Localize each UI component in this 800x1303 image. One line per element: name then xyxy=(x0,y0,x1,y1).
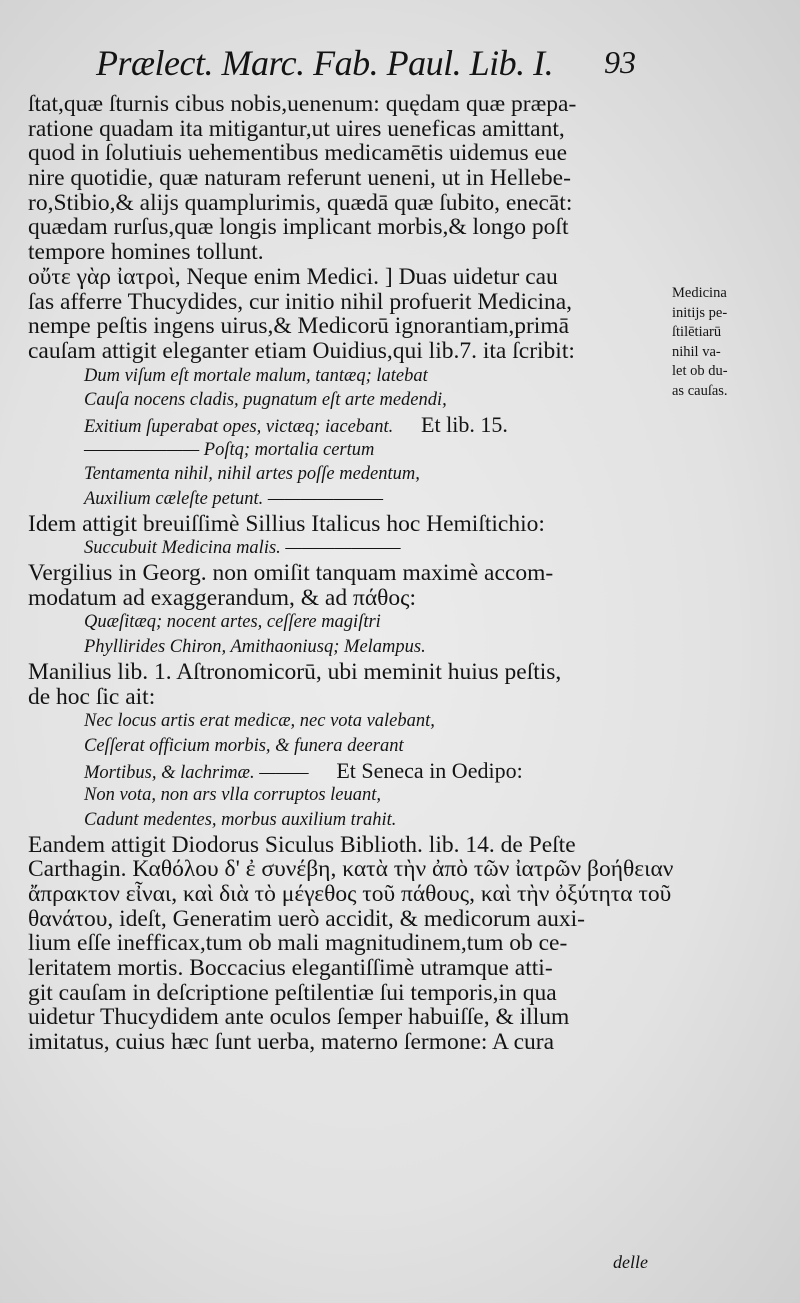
text-line xyxy=(28,141,668,166)
line-text: Idem attigit breuiſſimè Sillius Italicus hoc Hemiſtichio: xyxy=(28,510,545,537)
verse-line xyxy=(28,413,668,438)
text-line xyxy=(28,215,668,240)
line-text: Ceſſerat officium morbis, & funera deerant xyxy=(84,735,404,756)
line-text: Auxilium cæleſte petunt. ——————— xyxy=(84,489,384,509)
text-line xyxy=(28,561,668,586)
text-line xyxy=(28,856,674,883)
verse-line xyxy=(28,759,668,784)
line-text: imitatus, cuius hæc ſunt uerba, materno ſermone: A cura xyxy=(28,1029,555,1056)
line-text: θανάτου, ideſt, Generatim uerò accidit, & medicorum auxi- xyxy=(28,905,586,932)
line-text: lium eſſe inefficax,tum ob mali magnitudinem,tum ob ce- xyxy=(28,930,568,957)
text-line xyxy=(28,981,668,1006)
verse-line xyxy=(28,808,668,833)
line-text: Eandem attigit Diodorus Siculus Biblioth. lib. 14. de Peſte xyxy=(28,831,576,858)
verse-line xyxy=(28,610,668,635)
verse-line xyxy=(28,635,668,660)
verse-line xyxy=(28,487,668,512)
text-line xyxy=(28,907,668,932)
line-text: ——————— Poſtq; mortalia certum xyxy=(84,439,375,460)
catchword: delle xyxy=(613,1252,648,1272)
line-text: ſtat,quæ ſturnis cibus nobis,uenenum: quędam quæ præpa- xyxy=(28,91,577,117)
line-text: cauſam attigit eleganter etiam Ouidius,qui lib.7. ita ſcribit: xyxy=(28,337,575,364)
inline-citation: Et lib. 15. xyxy=(421,411,508,437)
text-line xyxy=(28,881,672,907)
verse-line xyxy=(28,462,668,487)
line-text: ratione quadam ita mitigantur,ut uires ueneficas amittant, xyxy=(28,115,565,142)
text-line xyxy=(28,956,668,981)
text-line xyxy=(28,117,668,142)
marginal-note-line: Medicina xyxy=(672,285,727,301)
marginal-note xyxy=(672,284,782,401)
text-line xyxy=(28,586,668,611)
line-text: de hoc ſic ait: xyxy=(28,683,156,710)
text-line xyxy=(28,685,668,710)
line-text: Cadunt medentes, morbus auxilium trahit. xyxy=(84,809,397,830)
line-text: Succubuit Medicina malis. ——————— xyxy=(84,538,401,559)
verse-line xyxy=(28,783,668,808)
text-line xyxy=(28,339,668,364)
line-text: quædam rurſus,quæ longis implicant morbis,& longo poſt xyxy=(28,214,569,241)
line-text: Non vota, non ars vlla corruptos leuant, xyxy=(84,785,382,806)
line-text: ro,Stibio,& alijs quamplurimis, quædā quæ ſubito, enecāt: xyxy=(28,189,573,216)
page-number: 93 xyxy=(604,44,636,80)
line-text: nempe peſtis ingens uirus,& Medicorū ignorantiam,primā xyxy=(28,313,570,340)
line-text: Mortibus, & lachrimæ. ——— xyxy=(84,762,309,783)
text-line xyxy=(28,1005,668,1030)
line-text: uidetur Thucydidem ante oculos ſemper habuiſſe, & illum xyxy=(28,1004,570,1031)
text-line xyxy=(28,240,668,265)
running-title: Prælect. Marc. Fab. Paul. Lib. I. xyxy=(96,43,554,83)
text-line xyxy=(28,314,668,339)
text-line xyxy=(28,92,668,117)
line-text: tempore homines tollunt. xyxy=(28,239,264,266)
text-line xyxy=(28,833,668,858)
marginal-note-line: initijs pe- xyxy=(672,304,728,321)
page-header xyxy=(96,42,636,86)
text-line xyxy=(28,660,668,685)
verse-line xyxy=(28,709,668,734)
verse-line xyxy=(28,438,668,463)
marginal-note-line: as cauſas. xyxy=(672,382,728,399)
line-text: modatum ad exaggerandum, & ad πάθος: xyxy=(28,584,417,611)
line-text: Cauſa nocens cladis, pugnatum eſt arte medendi, xyxy=(84,390,447,411)
main-text-block xyxy=(28,91,674,1056)
line-text: Quæſitæq; nocent artes, ceſſere magiſtri xyxy=(84,612,381,633)
marginal-note-line: ſtilētiarū xyxy=(672,324,722,340)
verse-line xyxy=(28,734,668,759)
line-text: Tentamenta nihil, nihil artes poſſe medentum, xyxy=(84,464,420,485)
verse-line xyxy=(28,536,668,561)
line-text: Phyllirides Chiron, Amithaoniusq; Melampus. xyxy=(84,637,426,658)
text-line xyxy=(28,166,668,191)
verse-line xyxy=(28,388,668,413)
line-text: οὔτε γὰρ ἰατροὶ, Neque enim Medici. ] Duas uidetur cau xyxy=(28,263,558,290)
inline-citation: Et Seneca in Oedipo: xyxy=(336,757,523,783)
text-line xyxy=(28,512,668,537)
line-text: git cauſam in deſcriptione peſtilentiæ ſui temporis,in qua xyxy=(28,979,557,1006)
text-line xyxy=(28,931,668,956)
line-text: Nec locus artis erat medicæ, nec vota valebant, xyxy=(84,711,435,732)
verse-line xyxy=(28,364,668,389)
line-text: ἄπρακτον εἶναι, καὶ διὰ τὸ μέγεθος τοῦ πάθους, καὶ τὴν ὀξύτητα τοῦ xyxy=(28,881,672,907)
line-text: ſas afferre Thucydides, cur initio nihil profuerit Medicina, xyxy=(28,288,573,315)
marginal-note-line: nihil va- xyxy=(672,343,721,360)
line-text: Dum viſum eſt mortale malum, tantæq; latebat xyxy=(84,365,428,386)
text-line xyxy=(28,290,668,315)
line-text: Carthagin. Καθόλου δ' ἐ συνέβη, κατὰ τὴν ἀπὸ τῶν ἰατρῶν βοήθειαν xyxy=(28,856,674,883)
text-line xyxy=(28,191,668,216)
line-text: Vergilius in Georg. non omiſit tanquam maximè accom- xyxy=(28,560,554,587)
line-text: nire quotidie, quæ naturam referunt ueneni, ut in Hellebe- xyxy=(28,165,571,192)
marginal-note-line: let ob du- xyxy=(672,363,728,379)
line-text: leritatem mortis. Boccacius elegantiſſimè utramque atti- xyxy=(28,955,553,982)
line-text: quod in ſolutiuis uehementibus medicamētis uidemus eue xyxy=(28,140,568,167)
line-text: Manilius lib. 1. Aſtronomicorū, ubi meminit huius peſtis, xyxy=(28,658,562,685)
line-text: Exitium ſuperabat opes, victæq; iacebant. xyxy=(84,416,394,437)
text-line xyxy=(28,265,668,290)
text-line xyxy=(28,1030,668,1055)
